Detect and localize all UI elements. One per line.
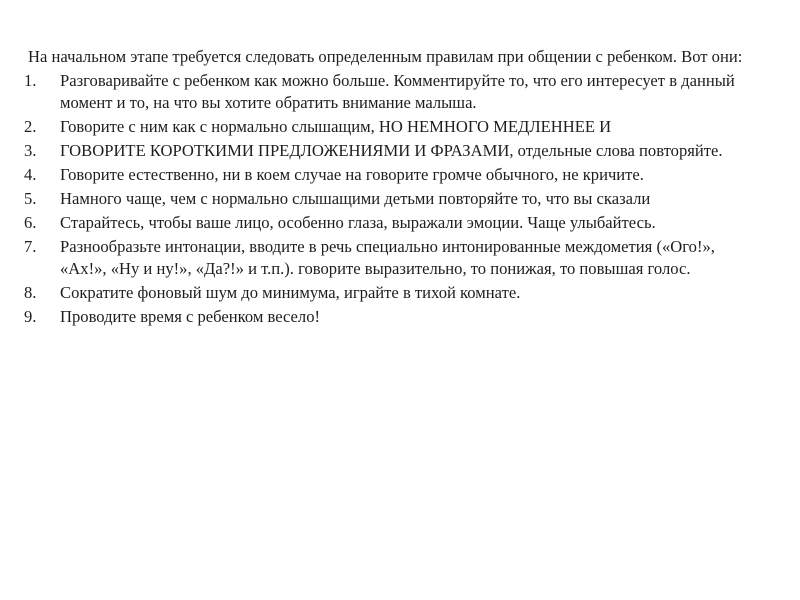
list-item bbox=[24, 282, 763, 304]
list-item bbox=[24, 212, 763, 234]
list-item bbox=[24, 188, 763, 210]
list-item-number: 5. bbox=[24, 189, 37, 208]
list-item-number: 1. bbox=[24, 71, 37, 90]
list-item bbox=[24, 306, 763, 328]
list-item-text: Говорите с ним как с нормально слышащим, НО НЕМНОГО МЕДЛЕННЕЕ И bbox=[60, 117, 612, 136]
list-item-text: ГОВОРИТЕ КОРОТКИМИ ПРЕДЛОЖЕНИЯМИ И ФРАЗАМИ, отдельные слова повторяйте. bbox=[60, 141, 723, 160]
list-item-text: Намного чаще, чем с нормально слышащими детьми повторяйте то, что вы сказали bbox=[60, 189, 651, 208]
list-item-text: Старайтесь, чтобы ваше лицо, особенно глаза, выражали эмоции. Чаще улыбайтесь. bbox=[60, 213, 656, 232]
list-item bbox=[24, 140, 763, 162]
list-item-number: 2. bbox=[24, 117, 37, 136]
list-item bbox=[24, 116, 763, 138]
list-item-number: 9. bbox=[24, 307, 37, 326]
list-item-text: Разговаривайте с ребенком как можно больше. Комментируйте то, что его интересует в данный момент и то, на что вы хотите обратить внимание малыша. bbox=[60, 71, 735, 112]
list-item-number: 8. bbox=[24, 283, 37, 302]
list-item bbox=[24, 236, 763, 280]
intro-paragraph: На начальном этапе требуется следовать определенным правилам при общении с ребенком. Вот они: bbox=[28, 47, 743, 66]
list-item-number: 7. bbox=[24, 237, 37, 256]
list-item-text: Разнообразьте интонации, вводите в речь специально интонированные междометия («Ого!», «Ах!», «Ну и ну!», «Да?!» и т.п.). говорите выразительно, то понижая, то повышая голос. bbox=[60, 237, 715, 278]
rules-list bbox=[24, 70, 763, 328]
list-item-text: Сократите фоновый шум до минимума, играйте в тихой комнате. bbox=[60, 283, 521, 302]
list-item bbox=[24, 164, 763, 186]
list-item-text: Говорите естественно, ни в коем случае на говорите громче обычного, не кричите. bbox=[60, 165, 644, 184]
list-item-number: 4. bbox=[24, 165, 37, 184]
list-item bbox=[24, 70, 763, 114]
text-body bbox=[24, 46, 763, 328]
list-item-number: 6. bbox=[24, 213, 37, 232]
list-item-text: Проводите время с ребенком весело! bbox=[60, 307, 321, 326]
list-item-number: 3. bbox=[24, 141, 37, 160]
